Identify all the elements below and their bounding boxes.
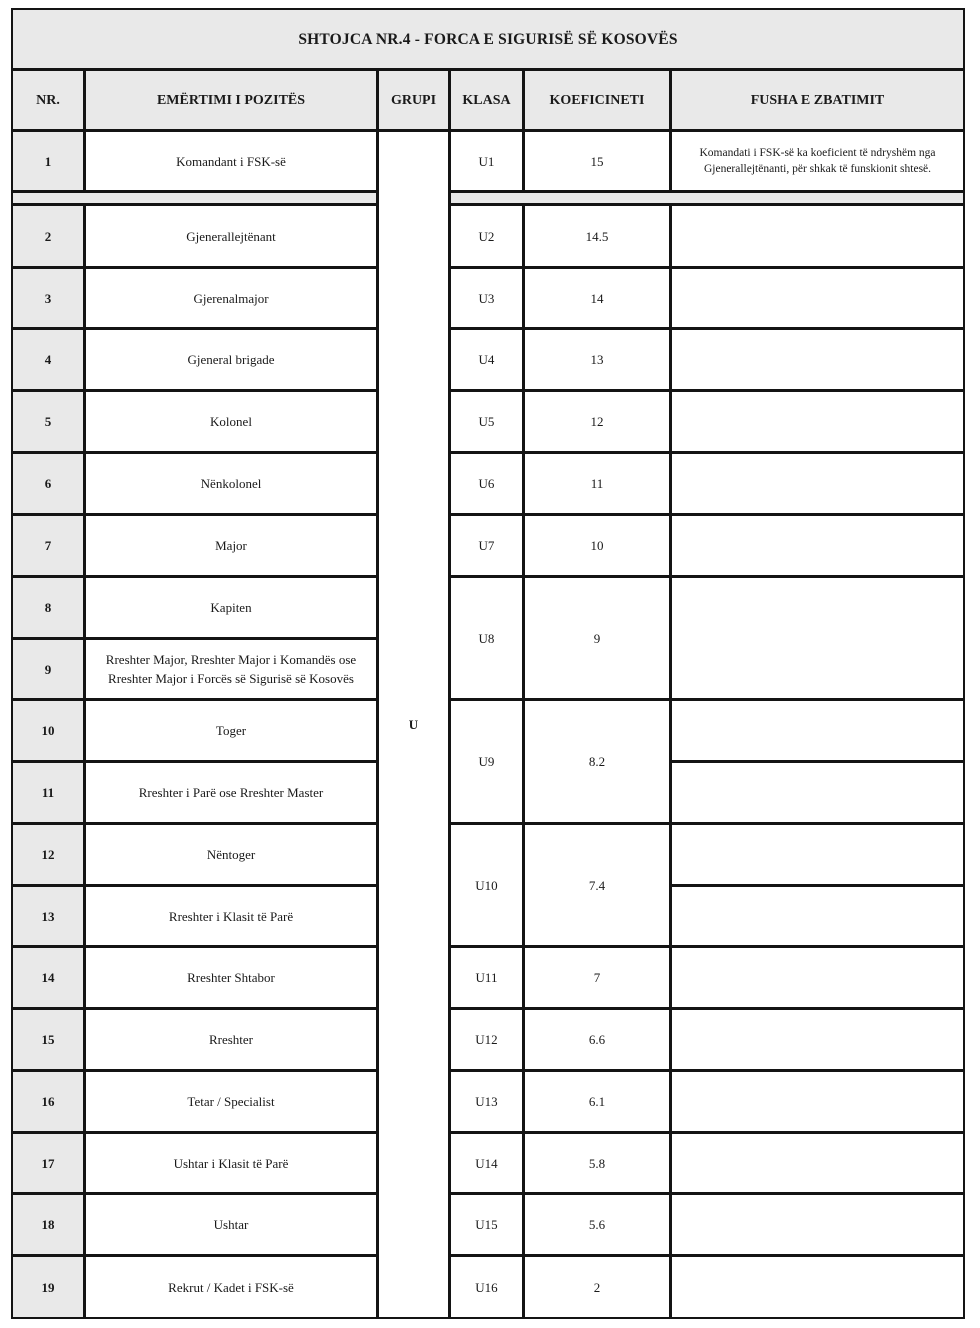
row-13-position: Rreshter i Klasit të Parë bbox=[86, 887, 376, 945]
spacer-left bbox=[13, 193, 376, 203]
header-group: GRUPI bbox=[379, 71, 448, 129]
class-u2: U2 bbox=[451, 206, 522, 266]
coef-u8: 9 bbox=[525, 578, 669, 698]
annex-table bbox=[11, 8, 965, 1319]
scope-row-11 bbox=[672, 763, 963, 822]
row-9-position: Rreshter Major, Rreshter Major i Komandës ose Rreshter Major i Forcës së Sigurisë së Kosovës bbox=[86, 640, 376, 698]
row-18-position: Ushtar bbox=[86, 1195, 376, 1254]
row-12-position: Nëntoger bbox=[86, 825, 376, 884]
coef-u4: 13 bbox=[525, 330, 669, 389]
header-position: EMËRTIMI I POZITËS bbox=[86, 71, 376, 129]
header-nr: NR. bbox=[13, 71, 83, 129]
row-4-nr: 4 bbox=[13, 330, 83, 389]
class-u6: U6 bbox=[451, 454, 522, 513]
scope-row-18 bbox=[672, 1195, 963, 1254]
class-u8: U8 bbox=[451, 578, 522, 698]
scope-rows-8-9 bbox=[672, 578, 963, 698]
row-6-nr: 6 bbox=[13, 454, 83, 513]
spacer-right bbox=[451, 193, 963, 203]
coef-u7: 10 bbox=[525, 516, 669, 575]
row-5-position: Kolonel bbox=[86, 392, 376, 451]
scope-row-7 bbox=[672, 516, 963, 575]
row-3-nr: 3 bbox=[13, 269, 83, 327]
class-u15: U15 bbox=[451, 1195, 522, 1254]
group-cell: U bbox=[379, 132, 448, 1317]
class-u3: U3 bbox=[451, 269, 522, 327]
row-11-position: Rreshter i Parë ose Rreshter Master bbox=[86, 763, 376, 822]
row-19-position: Rekrut / Kadet i FSK-së bbox=[86, 1257, 376, 1317]
scope-row-12 bbox=[672, 825, 963, 884]
row-2-nr: 2 bbox=[13, 206, 83, 266]
row-10-nr: 10 bbox=[13, 701, 83, 760]
row-3-position: Gjerenalmajor bbox=[86, 269, 376, 327]
scope-row-19 bbox=[672, 1257, 963, 1317]
coef-u13: 6.1 bbox=[525, 1072, 669, 1131]
header-coefficient: KOEFICINETI bbox=[525, 71, 669, 129]
row-15-nr: 15 bbox=[13, 1010, 83, 1069]
class-u11: U11 bbox=[451, 948, 522, 1007]
row-2-position: Gjenerallejtënant bbox=[86, 206, 376, 266]
coef-u2: 14.5 bbox=[525, 206, 669, 266]
row-12-nr: 12 bbox=[13, 825, 83, 884]
header-scope: FUSHA E ZBATIMIT bbox=[672, 71, 963, 129]
row-4-position: Gjeneral brigade bbox=[86, 330, 376, 389]
row-17-nr: 17 bbox=[13, 1134, 83, 1192]
class-u10: U10 bbox=[451, 825, 522, 945]
coef-u1: 15 bbox=[525, 132, 669, 190]
row-18-nr: 18 bbox=[13, 1195, 83, 1254]
coef-u12: 6.6 bbox=[525, 1010, 669, 1069]
class-u16: U16 bbox=[451, 1257, 522, 1317]
row-16-nr: 16 bbox=[13, 1072, 83, 1131]
coef-u6: 11 bbox=[525, 454, 669, 513]
coef-u14: 5.8 bbox=[525, 1134, 669, 1192]
class-u14: U14 bbox=[451, 1134, 522, 1192]
scope-row-10 bbox=[672, 701, 963, 760]
row-19-nr: 19 bbox=[13, 1257, 83, 1317]
scope-row-17 bbox=[672, 1134, 963, 1192]
coef-u3: 14 bbox=[525, 269, 669, 327]
row-9-nr: 9 bbox=[13, 640, 83, 698]
coef-u10: 7.4 bbox=[525, 825, 669, 945]
row-14-position: Rreshter Shtabor bbox=[86, 948, 376, 1007]
class-u9: U9 bbox=[451, 701, 522, 822]
row-16-position: Tetar / Specialist bbox=[86, 1072, 376, 1131]
scope-row-6 bbox=[672, 454, 963, 513]
row-15-position: Rreshter bbox=[86, 1010, 376, 1069]
row-14-nr: 14 bbox=[13, 948, 83, 1007]
row-8-nr: 8 bbox=[13, 578, 83, 637]
scope-row-15 bbox=[672, 1010, 963, 1069]
coef-u15: 5.6 bbox=[525, 1195, 669, 1254]
class-u5: U5 bbox=[451, 392, 522, 451]
row-17-position: Ushtar i Klasit të Parë bbox=[86, 1134, 376, 1192]
row-11-nr: 11 bbox=[13, 763, 83, 822]
row-10-position: Toger bbox=[86, 701, 376, 760]
class-u12: U12 bbox=[451, 1010, 522, 1069]
scope-row-13 bbox=[672, 887, 963, 945]
coef-u9: 8.2 bbox=[525, 701, 669, 822]
row-7-nr: 7 bbox=[13, 516, 83, 575]
table-title: SHTOJCA NR.4 - FORCA E SIGURISË SË KOSOVËS bbox=[13, 10, 963, 68]
row-7-position: Major bbox=[86, 516, 376, 575]
coef-u5: 12 bbox=[525, 392, 669, 451]
scope-row-14 bbox=[672, 948, 963, 1007]
scope-row-16 bbox=[672, 1072, 963, 1131]
scope-row-5 bbox=[672, 392, 963, 451]
row-6-position: Nënkolonel bbox=[86, 454, 376, 513]
class-u4: U4 bbox=[451, 330, 522, 389]
header-class: KLASA bbox=[451, 71, 522, 129]
scope-row-4 bbox=[672, 330, 963, 389]
class-u7: U7 bbox=[451, 516, 522, 575]
row-13-nr: 13 bbox=[13, 887, 83, 945]
row-1-nr: 1 bbox=[13, 132, 83, 190]
scope-note: Komandati i FSK-së ka koeficient të ndryshëm nga Gjenerallejtënanti, për shkak të funskionit shtesë. bbox=[672, 132, 963, 190]
row-1-position: Komandant i FSK-së bbox=[86, 132, 376, 190]
coef-u16: 2 bbox=[525, 1257, 669, 1317]
scope-row-3 bbox=[672, 269, 963, 327]
row-8-position: Kapiten bbox=[86, 578, 376, 637]
row-5-nr: 5 bbox=[13, 392, 83, 451]
scope-row-2 bbox=[672, 206, 963, 266]
class-u13: U13 bbox=[451, 1072, 522, 1131]
class-u1: U1 bbox=[451, 132, 522, 190]
coef-u11: 7 bbox=[525, 948, 669, 1007]
